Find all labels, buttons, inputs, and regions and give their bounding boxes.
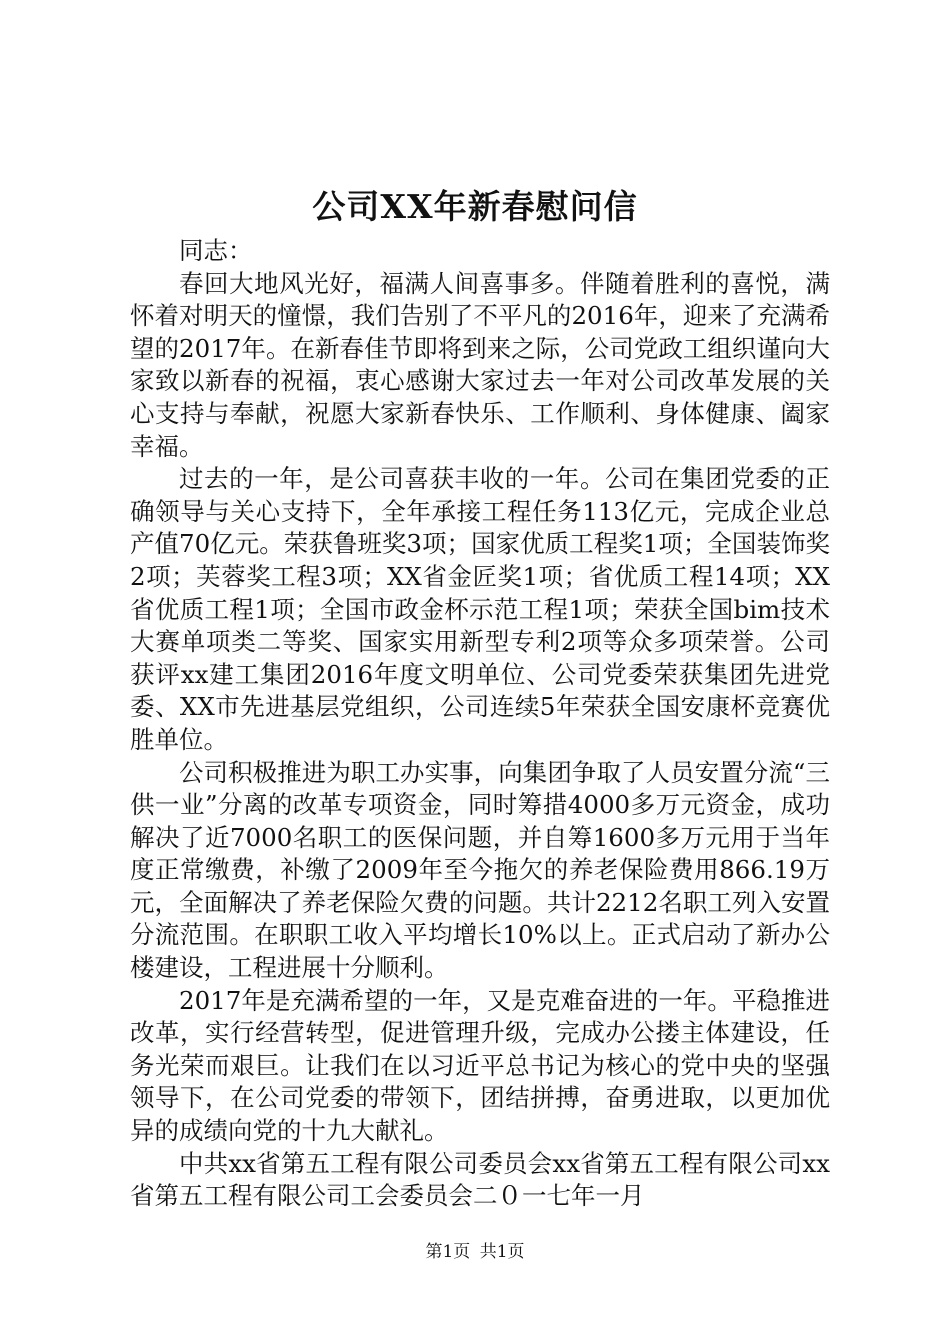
page-number-total: 共1页	[479, 1242, 525, 1262]
signature-block: 中共xx省第五工程有限公司委员会xx省第五工程有限公司xx省第五工程有限公司工会委员会二０一七年一月	[130, 1148, 830, 1211]
page-number-current: 第1页	[425, 1242, 471, 1262]
document-title: 公司XX年新春慰问信	[312, 187, 638, 226]
paragraph-outlook: 2017年是充满希望的一年，又是克难奋进的一年。平稳推进改革，实行经营转型，促进管理升级，完成办公搂主体建设，任务光荣而艰巨。让我们在以习近平总书记为核心的党中央的坚强领导下，在公司党委的带领下，团结拼搏，奋勇进取，以更加优异的成绩向党的十九大献礼。	[130, 985, 830, 1146]
salutation: 同志：	[179, 236, 253, 265]
paragraph-achievements: 过去的一年，是公司喜获丰收的一年。公司在集团党委的正确领导与关心支持下，全年承接工程任务113亿元，完成企业总产值70亿元。荣获鲁班奖3项；国家优质工程奖1项；全国装饰奖2项；芙蓉奖工程3项；XX省金匠奖1项；省优质工程14项；XX省优质工程1项；全国市政金杯示范工程1项；荣获全国bim技术大赛单项类二等奖、国家实用新型专利2项等众多项荣誉。公司获评xx建工集团2016年度文明单位、公司党委荣获集团先进党委、XX市先进基层党组织，公司连续5年荣获全国安康杯竞赛优胜单位。	[130, 464, 830, 754]
page-footer	[0, 1240, 950, 1264]
paragraph-welfare: 公司积极推进为职工办实事，向集团争取了人员安置分流“三供一业”分离的改革专项资金，同时筹措4000多万元资金，成功解决了近7000名职工的医保问题，并自筹1600多万元用于当年度正常缴费，补缴了2009年至今拖欠的养老保险费用866.19万元，全面解决了养老保险欠费的问题。共计2212名职工列入安置分流范围。在职职工收入平均增长10%以上。正式启动了新办公楼建设，工程进展十分顺利。	[130, 757, 830, 983]
paragraph-greeting: 春回大地风光好，福满人间喜事多。伴随着胜利的喜悦，满怀着对明天的憧憬，我们告别了不平凡的2016年，迎来了充满希望的2017年。在新春佳节即将到来之际，公司党政工组织谨向大家致以新春的祝福，衷心感谢大家过去一年对公司改革发展的关心支持与奉献，祝愿大家新春快乐、工作顺利、身体健康、阖家幸福。	[130, 268, 830, 461]
letter-body	[130, 235, 830, 1213]
